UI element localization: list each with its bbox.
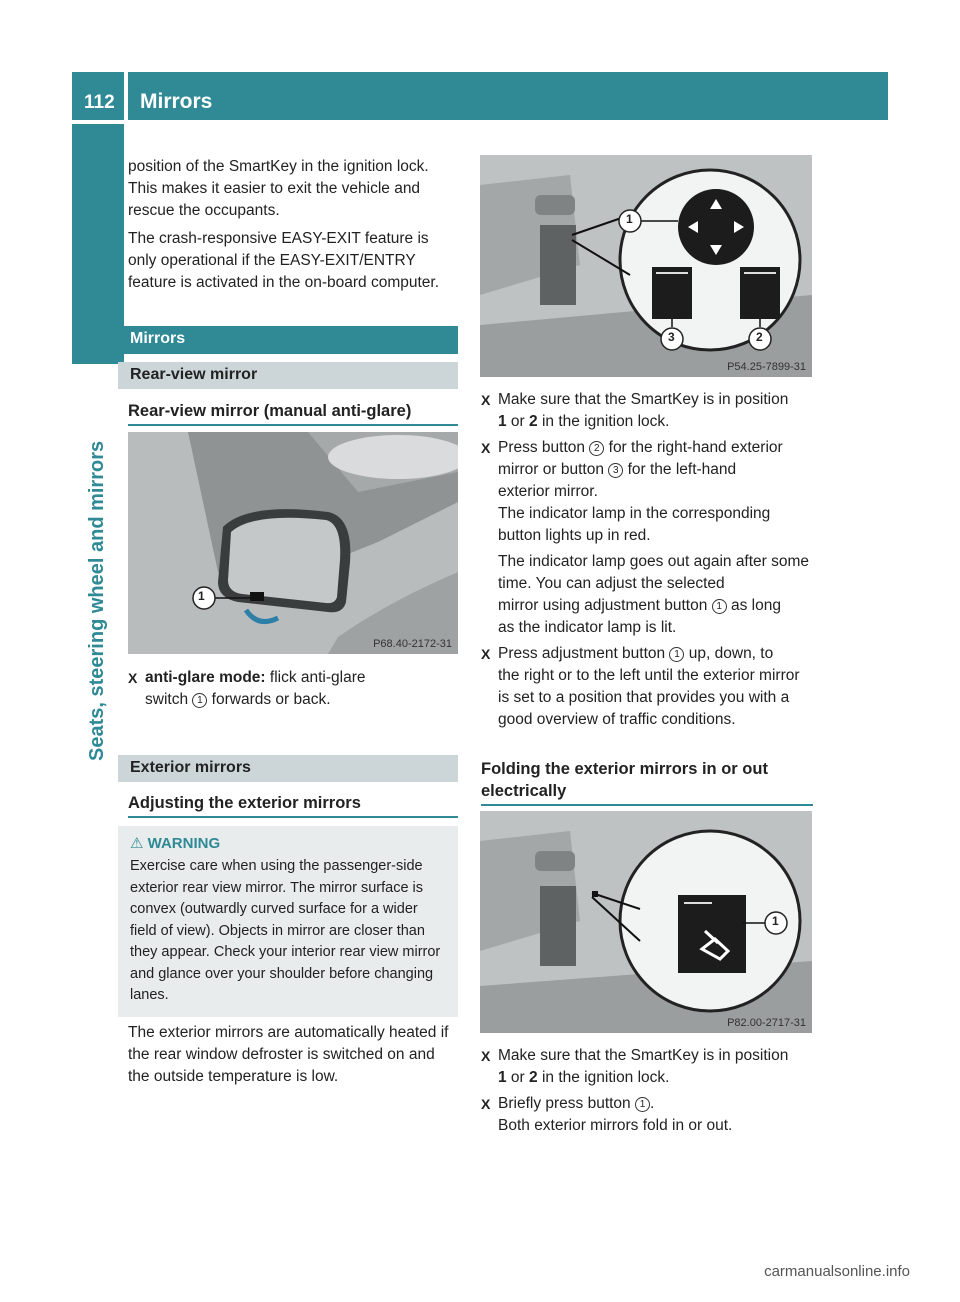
figure3-code: P82.00-2717-31: [727, 1017, 806, 1029]
figure1-callout-1: 1: [198, 589, 205, 603]
bullet-antiglare: X anti-glare mode: flick anti-glare switch 1 forwards or back.: [128, 669, 366, 708]
bullet-smartkey-fold: X Make sure that the SmartKey is in position 1 or 2 in the ignition lock.: [481, 1047, 789, 1086]
rear-view-mirror-illustration: [128, 432, 458, 654]
heated-note-wrap: [128, 1022, 460, 1088]
intro-paragraph: position of the SmartKey in the ignition lock. This makes it easier to exit the vehicle and rescue the occupants.: [128, 158, 429, 219]
subsection-title: Rear-view mirror: [118, 362, 458, 389]
circled-2: 2: [589, 441, 604, 456]
bullet-adjustment: X Press adjustment button 1 up, down, to the right or to the left until the exterior mirror is set to a position that provides you with a good overview of traffic conditions.: [481, 645, 800, 728]
page-number-box: [72, 72, 124, 120]
section-mirrors: [118, 326, 458, 354]
side-tab-marker: [72, 124, 124, 364]
bullet-press-button: X Press button 2 for the right-hand exterior mirror or button 3 for the left-hand exterior mirror. The indicator lamp in the corresponding button lights up in red.: [481, 439, 783, 544]
warning-box: [118, 826, 458, 1017]
side-tab-label: Seats, steering wheel and mirrors: [86, 440, 108, 761]
watermark: carmanualsonline.info: [764, 1263, 910, 1280]
section-title: Mirrors: [118, 326, 458, 354]
figure2-code: P54.25-7899-31: [727, 361, 806, 373]
page-header: [128, 72, 888, 120]
subsection-exterior: [118, 755, 458, 782]
bullet-press-fold: X Briefly press button 1 . Both exterior mirrors fold in or out.: [481, 1095, 733, 1134]
subsection-rear-view: [118, 362, 458, 389]
warning-triangle-icon: ⚠: [130, 835, 144, 852]
mirror-fold-figure: [480, 811, 812, 1033]
adjusting-heading: Adjusting the exterior mirrors: [128, 792, 458, 818]
antiglare-instruction: [128, 667, 458, 711]
fold-instructions: [481, 1045, 813, 1137]
circled-1: 1: [635, 1097, 650, 1112]
mirror-fold-illustration: [480, 811, 812, 1033]
circled-1: 1: [192, 693, 207, 708]
bullet-lamp-note: The indicator lamp goes out again after some time. You can adjust the selected mirror using adjustment button 1 as long as the indicator lamp is lit.: [498, 553, 810, 636]
header-section-title: Mirrors: [140, 90, 213, 113]
side-tab: [72, 366, 124, 766]
mirror-adjust-figure: [480, 155, 812, 377]
bullet-smartkey: X Make sure that the SmartKey is in position 1 or 2 in the ignition lock.: [481, 391, 789, 430]
circled-1: 1: [712, 599, 727, 614]
antiglare-heading-wrap: [128, 400, 458, 426]
figure3-callout-1: 1: [772, 914, 779, 928]
antiglare-label: anti-glare mode:: [145, 669, 266, 686]
easy-exit-note: The crash-responsive EASY-EXIT feature is only operational if the EASY-EXIT/ENTRY feature is activated in the on-board computer.: [128, 230, 440, 291]
folding-heading: Folding the exterior mirrors in or out electrically: [481, 758, 813, 806]
adjust-instructions: [481, 389, 813, 731]
adjusting-heading-wrap: [128, 792, 458, 818]
folding-heading-wrap: [481, 758, 813, 806]
heated-note: The exterior mirrors are automatically heated if the rear window defroster is switched on and the outside temperature is low.: [128, 1024, 449, 1085]
antiglare-heading: Rear-view mirror (manual anti-glare): [128, 400, 458, 426]
page-number: 112: [84, 92, 115, 113]
circled-3: 3: [608, 463, 623, 478]
left-column: [128, 156, 458, 294]
warning-title-row: [130, 834, 446, 852]
figure2-callout-1: 1: [626, 212, 633, 226]
subsection-title: Exterior mirrors: [118, 755, 458, 782]
warning-title: WARNING: [147, 835, 221, 852]
figure2-callout-3: 3: [668, 330, 675, 344]
bullet-marker: X: [128, 670, 138, 686]
warning-text: Exercise care when using the passenger-side exterior rear view mirror. The mirror surface is convex (outwardly curved surface for a wider field of view). Objects in mirror are closer than they appear. Check your interior rear view mirror and glance over your shoulder before changing lanes.: [130, 858, 441, 1003]
figure1-code: P68.40-2172-31: [373, 638, 452, 650]
rear-view-mirror-figure: [128, 432, 458, 654]
figure2-callout-2: 2: [756, 330, 763, 344]
circled-1: 1: [669, 647, 684, 662]
